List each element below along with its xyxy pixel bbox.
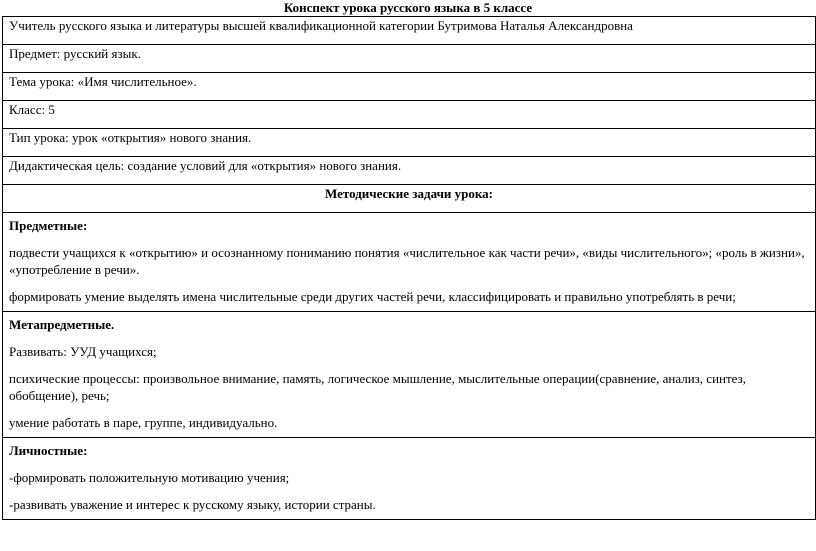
table-row xyxy=(3,129,816,157)
subject-task-item: подвести учащихся к «открытию» и осознанному пониманию понятия «числительное как части речи», «виды числительного»; «роль в жизни», «употребление в речи». xyxy=(9,245,805,277)
table-row xyxy=(3,438,816,520)
lesson-type-cell: Тип урока: урок «открытия» нового знания. xyxy=(3,129,816,157)
method-tasks-heading: Методические задачи урока: xyxy=(3,185,816,213)
meta-tasks-cell xyxy=(3,312,816,438)
table-row xyxy=(3,157,816,185)
personal-task-item: -формировать положительную мотивацию учения; xyxy=(9,470,290,485)
meta-task-item: умение работать в паре, группе, индивидуально. xyxy=(9,415,278,430)
subject-tasks-cell xyxy=(3,213,816,312)
teacher-cell: Учитель русского языка и литературы высшей квалификационной категории Бутримова Наталья Александровна xyxy=(3,17,816,45)
personal-tasks-heading: Личностные: xyxy=(9,443,88,458)
didactic-goal-cell: Дидактическая цель: создание условий для «открытия» нового знания. xyxy=(3,157,816,185)
meta-tasks-heading: Метапредметные. xyxy=(9,317,115,332)
table-row xyxy=(3,185,816,213)
table-row xyxy=(3,17,816,45)
grade-cell: Класс: 5 xyxy=(3,101,816,129)
meta-task-item: Развивать: УУД учащихся; xyxy=(9,344,157,359)
subject-task-item: формировать умение выделять имена числительные среди других частей речи, классифицировать и правильно употреблять в речи; xyxy=(9,289,736,304)
table-row xyxy=(3,101,816,129)
personal-task-item: -развивать уважение и интерес к русскому языку, истории страны. xyxy=(9,497,376,512)
table-row xyxy=(3,213,816,312)
personal-tasks-cell xyxy=(3,438,816,520)
table-row xyxy=(3,312,816,438)
meta-task-item: психические процессы: произвольное внимание, память, логическое мышление, мыслительные операции(сравнение, анализ, синтез, обобщение), речь; xyxy=(9,371,746,403)
subject-cell: Предмет: русский язык. xyxy=(3,45,816,73)
lesson-plan-table xyxy=(2,16,816,520)
table-row xyxy=(3,73,816,101)
table-row xyxy=(3,45,816,73)
topic-cell: Тема урока: «Имя числительное». xyxy=(3,73,816,101)
document-title: Конспект урока русского языка в 5 классе xyxy=(283,0,533,15)
subject-tasks-heading: Предметные: xyxy=(9,218,88,233)
